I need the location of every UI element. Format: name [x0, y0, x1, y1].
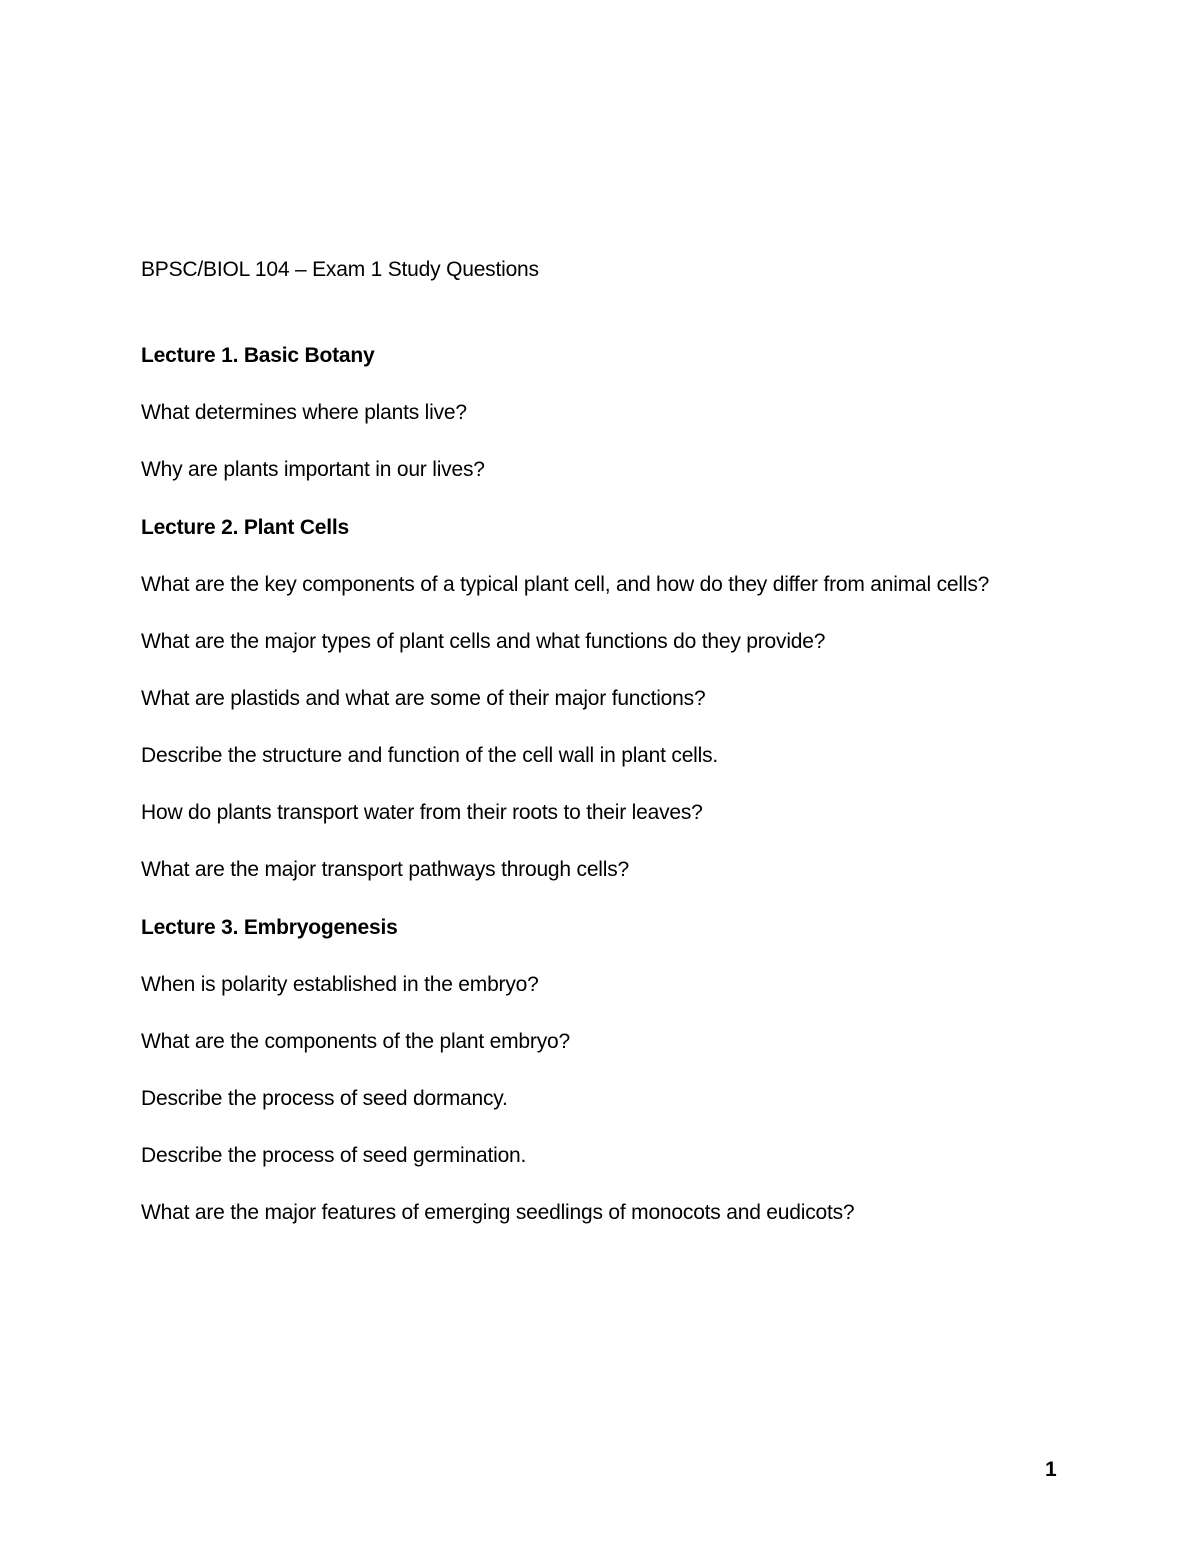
page-number: 1 — [1045, 1458, 1057, 1481]
section-lecture-3 — [141, 913, 1041, 1227]
study-question: Describe the process of seed dormancy. — [141, 1087, 508, 1110]
study-question: What are the major features of emerging seedlings of monocots and eudicots? — [141, 1201, 855, 1224]
study-question: What determines where plants live? — [141, 401, 467, 424]
section-heading: Lecture 1. Basic Botany — [141, 344, 375, 367]
study-question: When is polarity established in the embryo? — [141, 973, 539, 996]
study-question: Why are plants important in our lives? — [141, 458, 485, 481]
study-question: What are plastids and what are some of their major functions? — [141, 687, 706, 710]
document-title: BPSC/BIOL 104 – Exam 1 Study Questions — [141, 258, 539, 281]
study-question: Describe the structure and function of the cell wall in plant cells. — [141, 744, 719, 767]
document-body — [141, 255, 1041, 1256]
study-question: What are the key components of a typical plant cell, and how do they differ from animal cells? — [141, 573, 990, 596]
section-heading: Lecture 3. Embryogenesis — [141, 916, 398, 939]
section-lecture-2 — [141, 513, 1041, 884]
study-question: What are the major transport pathways through cells? — [141, 858, 630, 881]
section-lecture-1 — [141, 341, 1041, 484]
study-question: What are the components of the plant embryo? — [141, 1030, 570, 1053]
section-heading: Lecture 2. Plant Cells — [141, 516, 350, 539]
study-question: What are the major types of plant cells and what functions do they provide? — [141, 630, 826, 653]
study-question: How do plants transport water from their roots to their leaves? — [141, 801, 703, 824]
study-question: Describe the process of seed germination. — [141, 1144, 527, 1167]
